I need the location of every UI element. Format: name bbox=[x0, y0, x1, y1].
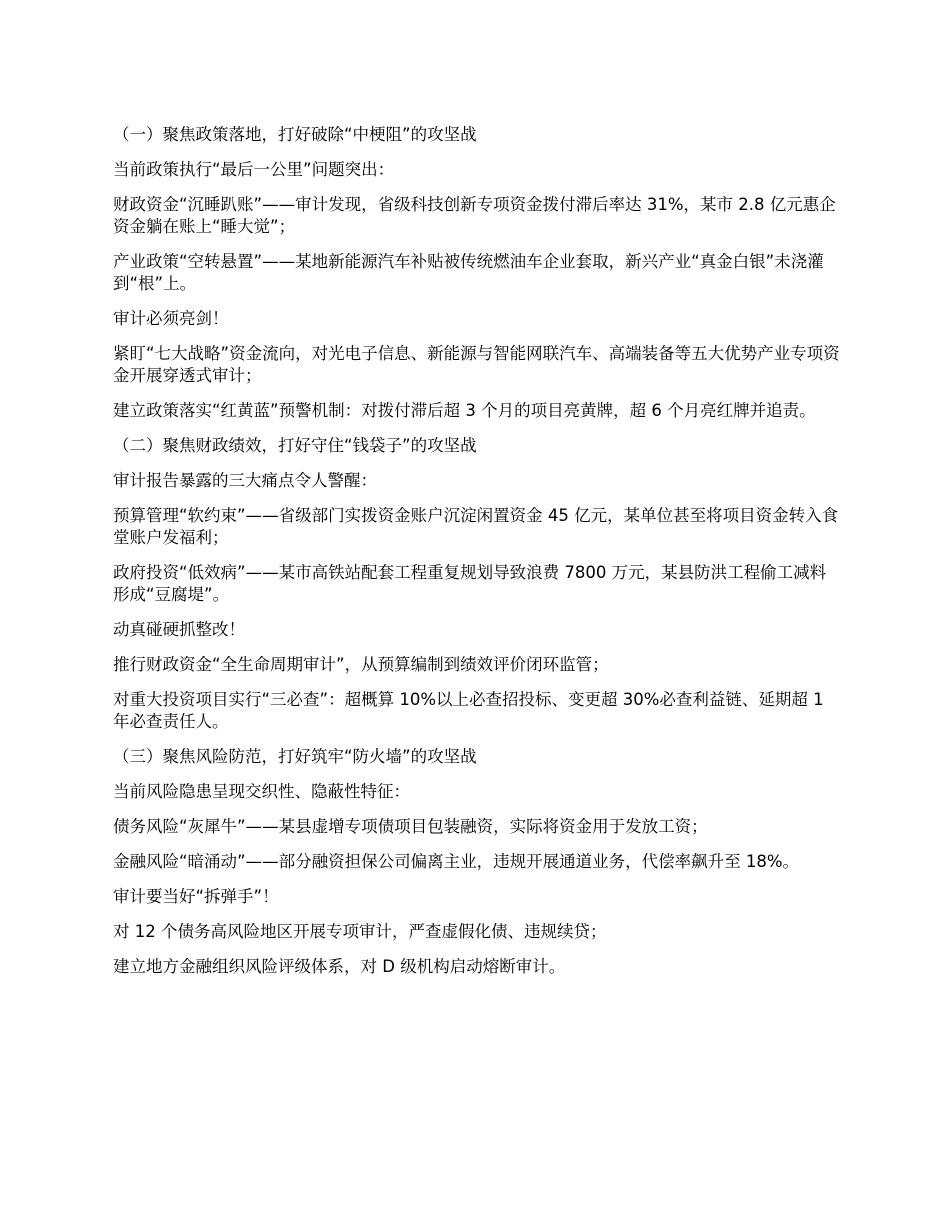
document-body bbox=[113, 124, 841, 991]
paragraph: 紧盯“七大战略”资金流向，对光电子信息、新能源与智能网联汽车、高端装备等五大优势产业专项资金开展穿透式审计； bbox=[113, 344, 840, 385]
paragraph: 建立政策落实“红黄蓝”预警机制：对拨付滞后超 3 个月的项目亮黄牌，超 6 个月亮红牌并追责。 bbox=[113, 401, 816, 420]
paragraph: 审计必须亮剑！ bbox=[113, 309, 229, 328]
paragraph: 动真碰硬抓整改！ bbox=[113, 620, 245, 639]
paragraph: 审计报告暴露的三大痛点令人警醒： bbox=[113, 471, 377, 490]
paragraph: 建立地方金融组织风险评级体系，对 D 级机构启动熔断审计。 bbox=[113, 957, 566, 976]
section-heading-1: （一）聚焦政策落地，打好破除“中梗阻”的攻坚战 bbox=[113, 125, 477, 144]
paragraph: 产业政策“空转悬置”——某地新能源汽车补贴被传统燃油车企业套取，新兴产业“真金白银”未浇灌到“根”上。 bbox=[113, 252, 824, 293]
paragraph: 金融风险“暗涌动”——部分融资担保公司偏离主业，违规开展通道业务，代偿率飙升至 18%。 bbox=[113, 852, 800, 871]
paragraph: 政府投资“低效病”——某市高铁站配套工程重复规划导致浪费 7800 万元，某县防洪工程偷工减料形成“豆腐堤”。 bbox=[113, 563, 827, 604]
section-heading-2: （二）聚焦财政绩效，打好守住“钱袋子”的攻坚战 bbox=[113, 436, 477, 455]
paragraph: 对重大投资项目实行“三必查”：超概算 10%以上必查招投标、变更超 30%必查利益链、延期超 1 年必查责任人。 bbox=[113, 690, 824, 731]
paragraph: 推行财政资金“全生命周期审计”，从预算编制到绩效评价闭环监管； bbox=[113, 655, 609, 674]
paragraph: 当前风险隐患呈现交织性、隐蔽性特征： bbox=[113, 782, 410, 801]
section-heading-3: （三）聚焦风险防范，打好筑牢“防火墙”的攻坚战 bbox=[113, 747, 477, 766]
paragraph: 预算管理“软约束”——省级部门实拨资金账户沉淀闲置资金 45 亿元，某单位甚至将项目资金转入食堂账户发福利； bbox=[113, 506, 839, 547]
paragraph: 审计要当好“拆弹手”！ bbox=[113, 887, 279, 906]
paragraph: 债务风险“灰犀牛”——某县虚增专项债项目包装融资，实际将资金用于发放工资； bbox=[113, 817, 708, 836]
paragraph: 对 12 个债务高风险地区开展专项审计，严查虚假化债、违规续贷； bbox=[113, 922, 607, 941]
paragraph: 当前政策执行“最后一公里”问题突出： bbox=[113, 160, 395, 179]
paragraph: 财政资金“沉睡趴账”——审计发现，省级科技创新专项资金拨付滞后率达 31%，某市 2.8 亿元惠企资金躺在账上“睡大觉”； bbox=[113, 195, 836, 236]
